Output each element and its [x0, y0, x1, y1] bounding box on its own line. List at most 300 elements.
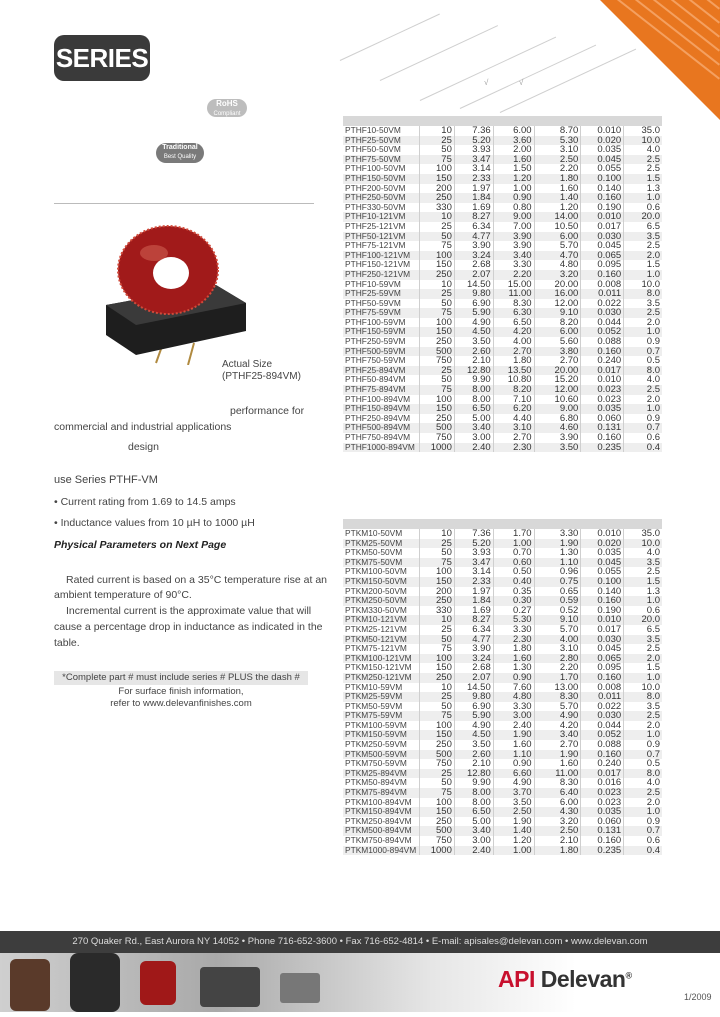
value-cell: 8.27 — [454, 615, 493, 625]
value-cell: 750 — [419, 433, 454, 443]
value-cell: 0.052 — [581, 327, 624, 337]
value-cell: 4.90 — [454, 721, 493, 731]
value-cell: 100 — [419, 798, 454, 808]
value-cell: 2.20 — [534, 164, 581, 174]
value-cell: 1.80 — [493, 356, 534, 366]
part-number-cell: PTHF25-59VM — [343, 289, 419, 299]
value-cell: 0.095 — [581, 260, 624, 270]
value-cell: 3.40 — [454, 423, 493, 433]
value-cell: 0.6 — [624, 433, 662, 443]
value-cell: 0.023 — [581, 395, 624, 405]
value-cell: 1.20 — [534, 203, 581, 213]
value-cell: 250 — [419, 740, 454, 750]
value-cell: 1.0 — [624, 807, 662, 817]
value-cell: 11.00 — [534, 769, 581, 779]
value-cell: 15.00 — [493, 280, 534, 290]
value-cell: 0.160 — [581, 673, 624, 683]
value-cell: 3.40 — [493, 251, 534, 261]
value-cell: 2.00 — [493, 145, 534, 155]
value-cell: 0.022 — [581, 299, 624, 309]
value-cell: 3.90 — [454, 644, 493, 654]
value-cell: 150 — [419, 663, 454, 673]
value-cell: 2.68 — [454, 663, 493, 673]
value-cell: 50 — [419, 635, 454, 645]
value-cell: 3.50 — [454, 337, 493, 347]
value-cell: 1.00 — [493, 184, 534, 194]
value-cell: 0.030 — [581, 232, 624, 242]
value-cell: 4.50 — [454, 730, 493, 740]
value-cell: 0.50 — [493, 567, 534, 577]
value-cell: 8.00 — [454, 798, 493, 808]
value-cell: 0.7 — [624, 750, 662, 760]
value-cell: 6.30 — [493, 308, 534, 318]
value-cell: 2.5 — [624, 385, 662, 395]
value-cell: 1.60 — [493, 155, 534, 165]
value-cell: 6.40 — [534, 788, 581, 798]
check-mark: √ — [519, 78, 524, 87]
part-number-cell: PTKM1000-894VM — [343, 846, 419, 856]
note-incremental-1: Incremental current is the approximate value that will — [66, 605, 312, 617]
value-cell: 16.00 — [534, 289, 581, 299]
value-cell: 100 — [419, 318, 454, 328]
value-cell: 1.60 — [534, 184, 581, 194]
value-cell: 20.0 — [624, 212, 662, 222]
value-cell: 10 — [419, 212, 454, 222]
value-cell: 2.80 — [534, 654, 581, 664]
value-cell: 2.50 — [534, 155, 581, 165]
value-cell: 0.190 — [581, 203, 624, 213]
value-cell: 1.20 — [493, 174, 534, 184]
value-cell: 250 — [419, 193, 454, 203]
value-cell: 4.77 — [454, 635, 493, 645]
value-cell: 11.00 — [493, 289, 534, 299]
value-cell: 8.0 — [624, 289, 662, 299]
value-cell: 200 — [419, 184, 454, 194]
value-cell: 4.80 — [534, 260, 581, 270]
part-number-cell: PTKM50-50VM — [345, 547, 403, 558]
value-cell: 7.60 — [493, 683, 534, 693]
check-mark: √ — [484, 78, 489, 87]
value-cell: 4.0 — [624, 548, 662, 558]
part-number-cell: PTHF100-59VM — [345, 316, 406, 327]
value-cell: 500 — [419, 826, 454, 836]
value-cell: 0.9 — [624, 337, 662, 347]
value-cell: 1.80 — [534, 846, 581, 856]
value-cell: 3.14 — [454, 567, 493, 577]
value-cell: 330 — [419, 203, 454, 213]
value-cell: 3.14 — [454, 164, 493, 174]
value-cell: 150 — [419, 807, 454, 817]
part-number-cell: PTHF25-121VM — [345, 220, 406, 231]
value-cell: 3.30 — [493, 702, 534, 712]
value-cell: 9.80 — [454, 692, 493, 702]
value-cell: 0.160 — [581, 596, 624, 606]
value-cell: 20.00 — [534, 366, 581, 376]
value-cell: 3.40 — [534, 730, 581, 740]
part-number-cell: PTHF75-894VM — [343, 385, 419, 395]
part-number-cell: PTKM100-50VM — [345, 566, 407, 577]
part-number-cell: PTHF750-59VM — [345, 355, 406, 366]
desc-line-1: performance for — [230, 405, 305, 417]
value-cell: 2.0 — [624, 654, 662, 664]
value-cell: 1.84 — [454, 193, 493, 203]
value-cell: 8.27 — [454, 212, 493, 222]
value-cell: 5.70 — [534, 702, 581, 712]
part-number-cell: PTHF50-894VM — [345, 374, 406, 385]
header-diagonal — [340, 14, 440, 61]
part-number-cell: PTKM150-59VM — [343, 730, 419, 740]
part-number-cell: PTKM50-121VM — [343, 635, 419, 645]
value-cell: 5.00 — [454, 817, 493, 827]
value-cell: 75 — [419, 385, 454, 395]
value-cell: 1.60 — [534, 759, 581, 769]
rohs-badge: RoHS Compliant — [207, 99, 247, 117]
value-cell: 0.5 — [624, 759, 662, 769]
value-cell: 4.00 — [534, 635, 581, 645]
value-cell: 3.90 — [534, 433, 581, 443]
value-cell: 8.00 — [454, 395, 493, 405]
value-cell: 0.044 — [581, 721, 624, 731]
value-cell: 250 — [419, 817, 454, 827]
value-cell: 200 — [419, 587, 454, 597]
value-cell: 6.34 — [454, 625, 493, 635]
value-cell: 2.33 — [454, 174, 493, 184]
value-cell: 2.10 — [454, 356, 493, 366]
value-cell: 0.035 — [581, 145, 624, 155]
value-cell: 1.5 — [624, 174, 662, 184]
value-cell: 14.50 — [454, 683, 493, 693]
value-cell: 1.70 — [534, 673, 581, 683]
value-cell: 9.10 — [534, 615, 581, 625]
value-cell: 2.70 — [534, 356, 581, 366]
value-cell: 12.80 — [454, 769, 493, 779]
value-cell: 50 — [419, 548, 454, 558]
value-cell: 0.095 — [581, 663, 624, 673]
value-cell: 100 — [419, 164, 454, 174]
value-cell: 1.10 — [534, 558, 581, 568]
value-cell: 13.00 — [534, 683, 581, 693]
value-cell: 7.10 — [493, 395, 534, 405]
part-number-cell: PTKM25-59VM — [343, 692, 419, 702]
value-cell: 4.50 — [454, 327, 493, 337]
value-cell: 0.6 — [624, 203, 662, 213]
value-cell: 0.044 — [581, 318, 624, 328]
value-cell: 0.131 — [581, 826, 624, 836]
value-cell: 1.0 — [624, 327, 662, 337]
value-cell: 0.010 — [581, 529, 624, 539]
part-number-cell: PTKM25-121VM — [345, 623, 407, 634]
value-cell: 1.10 — [493, 750, 534, 760]
value-cell: 0.017 — [581, 222, 624, 232]
part-number-cell: PTKM500-59VM — [343, 750, 419, 760]
value-cell: 8.20 — [493, 385, 534, 395]
value-cell: 50 — [419, 375, 454, 385]
value-cell: 0.140 — [581, 184, 624, 194]
value-cell: 0.022 — [581, 702, 624, 712]
value-cell: 3.24 — [454, 654, 493, 664]
value-cell: 0.160 — [581, 270, 624, 280]
value-cell: 0.035 — [581, 807, 624, 817]
value-cell: 4.77 — [454, 232, 493, 242]
value-cell: 75 — [419, 788, 454, 798]
value-cell: 20.00 — [534, 280, 581, 290]
value-cell: 2.5 — [624, 567, 662, 577]
part-number-cell: PTHF150-894VM — [343, 404, 419, 414]
value-cell: 1.0 — [624, 404, 662, 414]
value-cell: 0.160 — [581, 347, 624, 357]
value-cell: 2.40 — [454, 443, 493, 453]
value-cell: 3.5 — [624, 558, 662, 568]
value-cell: 2.60 — [454, 347, 493, 357]
toroid-inductor-image — [96, 215, 256, 365]
value-cell: 12.80 — [454, 366, 493, 376]
desc-line-2: commercial and industrial applications — [54, 421, 232, 433]
value-cell: 1.0 — [624, 596, 662, 606]
part-number-cell: PTHF500-894VM — [343, 423, 419, 433]
table-row — [343, 443, 662, 453]
value-cell: 0.023 — [581, 798, 624, 808]
value-cell: 1.60 — [493, 654, 534, 664]
part-number-cell: PTKM330-50VM — [345, 604, 407, 615]
value-cell: 3.00 — [493, 711, 534, 721]
value-cell: 3.90 — [493, 232, 534, 242]
value-cell: 9.80 — [454, 289, 493, 299]
bullet-inductance: • Inductance values from 10 µH to 1000 µH — [54, 517, 255, 529]
value-cell: 3.70 — [493, 788, 534, 798]
value-cell: 1.69 — [454, 203, 493, 213]
value-cell: 0.7 — [624, 347, 662, 357]
value-cell: 0.4 — [624, 846, 662, 856]
image-caption: Actual Size (PTHF25-894VM) — [222, 359, 301, 382]
value-cell: 0.190 — [581, 606, 624, 616]
part-number-cell: PTHF330-50VM — [345, 201, 406, 212]
value-cell: 5.20 — [454, 136, 493, 146]
value-cell: 4.30 — [534, 807, 581, 817]
value-cell: 25 — [419, 769, 454, 779]
value-cell: 0.010 — [581, 126, 624, 136]
value-cell: 8.30 — [534, 778, 581, 788]
value-cell: 6.50 — [454, 404, 493, 414]
value-cell: 6.60 — [493, 769, 534, 779]
value-cell: 2.40 — [493, 721, 534, 731]
value-cell: 10 — [419, 280, 454, 290]
part-number-cell: PTKM250-50VM — [343, 596, 419, 606]
value-cell: 9.10 — [534, 308, 581, 318]
value-cell: 0.045 — [581, 155, 624, 165]
part-number-cell: PTKM250-894VM — [345, 815, 412, 826]
value-cell: 10.50 — [534, 222, 581, 232]
note-incremental-2: cause a percentage drop in inductance as indicated in the — [54, 621, 323, 633]
value-cell: 3.10 — [493, 423, 534, 433]
value-cell: 35.0 — [624, 126, 662, 136]
value-cell: 6.34 — [454, 222, 493, 232]
part-number-cell: PTHF50-59VM — [345, 297, 401, 308]
value-cell: 3.24 — [454, 251, 493, 261]
value-cell: 100 — [419, 251, 454, 261]
value-cell: 25 — [419, 366, 454, 376]
value-cell: 3.5 — [624, 299, 662, 309]
value-cell: 0.27 — [493, 606, 534, 616]
value-cell: 3.5 — [624, 702, 662, 712]
value-cell: 3.90 — [493, 241, 534, 251]
value-cell: 0.088 — [581, 740, 624, 750]
value-cell: 150 — [419, 577, 454, 587]
value-cell: 0.030 — [581, 308, 624, 318]
value-cell: 250 — [419, 337, 454, 347]
value-cell: 75 — [419, 711, 454, 721]
value-cell: 150 — [419, 174, 454, 184]
value-cell: 500 — [419, 423, 454, 433]
value-cell: 35.0 — [624, 529, 662, 539]
part-number-cell: PTKM25-894VM — [343, 769, 419, 779]
value-cell: 100 — [419, 721, 454, 731]
value-cell: 2.5 — [624, 164, 662, 174]
value-cell: 3.20 — [534, 817, 581, 827]
value-cell: 0.5 — [624, 356, 662, 366]
value-cell: 0.59 — [534, 596, 581, 606]
value-cell: 3.00 — [454, 433, 493, 443]
value-cell: 3.5 — [624, 232, 662, 242]
value-cell: 3.30 — [493, 625, 534, 635]
note-rated-current-2: ambient temperature of 90°C. — [54, 589, 192, 601]
value-cell: 8.00 — [454, 385, 493, 395]
part-number-cell: PTKM10-50VM — [345, 528, 403, 538]
value-cell: 6.50 — [493, 318, 534, 328]
part-number-cell: PTKM75-50VM — [343, 558, 419, 568]
value-cell: 2.5 — [624, 155, 662, 165]
value-cell: 0.240 — [581, 356, 624, 366]
value-cell: 0.060 — [581, 414, 624, 424]
value-cell: 8.0 — [624, 769, 662, 779]
value-cell: 10.80 — [493, 375, 534, 385]
physical-parameters-link[interactable]: Physical Parameters on Next Page — [54, 539, 227, 551]
part-number-cell: PTHF250-59VM — [345, 336, 406, 347]
value-cell: 0.90 — [493, 759, 534, 769]
part-number-cell: PTKM100-59VM — [345, 719, 407, 730]
value-cell: 0.010 — [581, 212, 624, 222]
value-cell: 0.160 — [581, 836, 624, 846]
part-number-cell: PTHF250-50VM — [343, 193, 419, 203]
value-cell: 8.0 — [624, 692, 662, 702]
value-cell: 0.017 — [581, 366, 624, 376]
value-cell: 4.80 — [493, 692, 534, 702]
finishes-link[interactable]: refer to www.delevanfinishes.com — [110, 698, 252, 709]
value-cell: 0.100 — [581, 577, 624, 587]
value-cell: 14.50 — [454, 280, 493, 290]
value-cell: 3.93 — [454, 145, 493, 155]
value-cell: 0.9 — [624, 740, 662, 750]
value-cell: 2.5 — [624, 308, 662, 318]
value-cell: 100 — [419, 567, 454, 577]
value-cell: 0.52 — [534, 606, 581, 616]
value-cell: 0.011 — [581, 692, 624, 702]
pthf-table — [343, 116, 662, 452]
value-cell: 1.5 — [624, 577, 662, 587]
value-cell: 3.80 — [534, 347, 581, 357]
value-cell: 10.0 — [624, 280, 662, 290]
value-cell: 0.6 — [624, 836, 662, 846]
value-cell: 6.90 — [454, 299, 493, 309]
value-cell: 1.40 — [493, 826, 534, 836]
series-badge: SERIES — [54, 35, 150, 81]
value-cell: 750 — [419, 836, 454, 846]
use-series-text: use Series PTHF-VM — [54, 474, 158, 486]
value-cell: 75 — [419, 644, 454, 654]
value-cell: 500 — [419, 750, 454, 760]
value-cell: 0.060 — [581, 817, 624, 827]
value-cell: 3.93 — [454, 548, 493, 558]
value-cell: 250 — [419, 673, 454, 683]
value-cell: 3.00 — [454, 836, 493, 846]
value-cell: 0.023 — [581, 385, 624, 395]
value-cell: 6.00 — [534, 232, 581, 242]
value-cell: 2.0 — [624, 395, 662, 405]
value-cell: 0.045 — [581, 241, 624, 251]
part-number-cell: PTHF500-59VM — [343, 347, 419, 357]
value-cell: 10.0 — [624, 539, 662, 549]
value-cell: 8.70 — [534, 126, 581, 136]
value-cell: 1.3 — [624, 587, 662, 597]
value-cell: 1.0 — [624, 730, 662, 740]
value-cell: 6.5 — [624, 222, 662, 232]
value-cell: 5.60 — [534, 337, 581, 347]
value-cell: 2.68 — [454, 260, 493, 270]
value-cell: 5.70 — [534, 241, 581, 251]
value-cell: 5.00 — [454, 414, 493, 424]
value-cell: 2.20 — [534, 663, 581, 673]
value-cell: 3.50 — [534, 443, 581, 453]
value-cell: 3.40 — [454, 826, 493, 836]
value-cell: 1.40 — [534, 193, 581, 203]
value-cell: 1.0 — [624, 193, 662, 203]
value-cell: 250 — [419, 270, 454, 280]
value-cell: 0.016 — [581, 778, 624, 788]
value-cell: 0.90 — [493, 673, 534, 683]
value-cell: 1.5 — [624, 663, 662, 673]
value-cell: 2.70 — [493, 347, 534, 357]
value-cell: 2.10 — [454, 759, 493, 769]
value-cell: 1.60 — [493, 740, 534, 750]
part-number-cell: PTKM500-894VM — [343, 826, 419, 836]
value-cell: 10 — [419, 529, 454, 539]
value-cell: 0.140 — [581, 587, 624, 597]
part-number-cell: PTHF25-894VM — [343, 366, 419, 376]
value-cell: 0.160 — [581, 193, 624, 203]
part-number-cell: PTHF250-121VM — [343, 270, 419, 280]
value-cell: 0.80 — [493, 203, 534, 213]
value-cell: 0.023 — [581, 788, 624, 798]
value-cell: 0.020 — [581, 136, 624, 146]
value-cell: 0.030 — [581, 635, 624, 645]
value-cell: 10 — [419, 683, 454, 693]
part-number-cell: PTHF200-50VM — [345, 182, 406, 193]
part-number-cell: PTKM75-121VM — [345, 643, 407, 654]
value-cell: 0.100 — [581, 174, 624, 184]
part-number-cell: PTHF50-50VM — [345, 144, 401, 155]
value-cell: 9.90 — [454, 375, 493, 385]
part-number-cell: PTHF100-121VM — [343, 251, 419, 261]
value-cell: 0.045 — [581, 558, 624, 568]
value-cell: 6.20 — [493, 404, 534, 414]
part-number-cell: PTKM750-59VM — [345, 758, 407, 769]
value-cell: 6.50 — [454, 807, 493, 817]
value-cell: 1.97 — [454, 184, 493, 194]
part-number-cell: PTKM750-894VM — [345, 835, 412, 845]
note-rated-current-1: Rated current is based on a 35°C temperature rise at an — [66, 574, 328, 586]
value-cell: 0.055 — [581, 567, 624, 577]
value-cell: 10.0 — [624, 136, 662, 146]
value-cell: 5.90 — [454, 308, 493, 318]
